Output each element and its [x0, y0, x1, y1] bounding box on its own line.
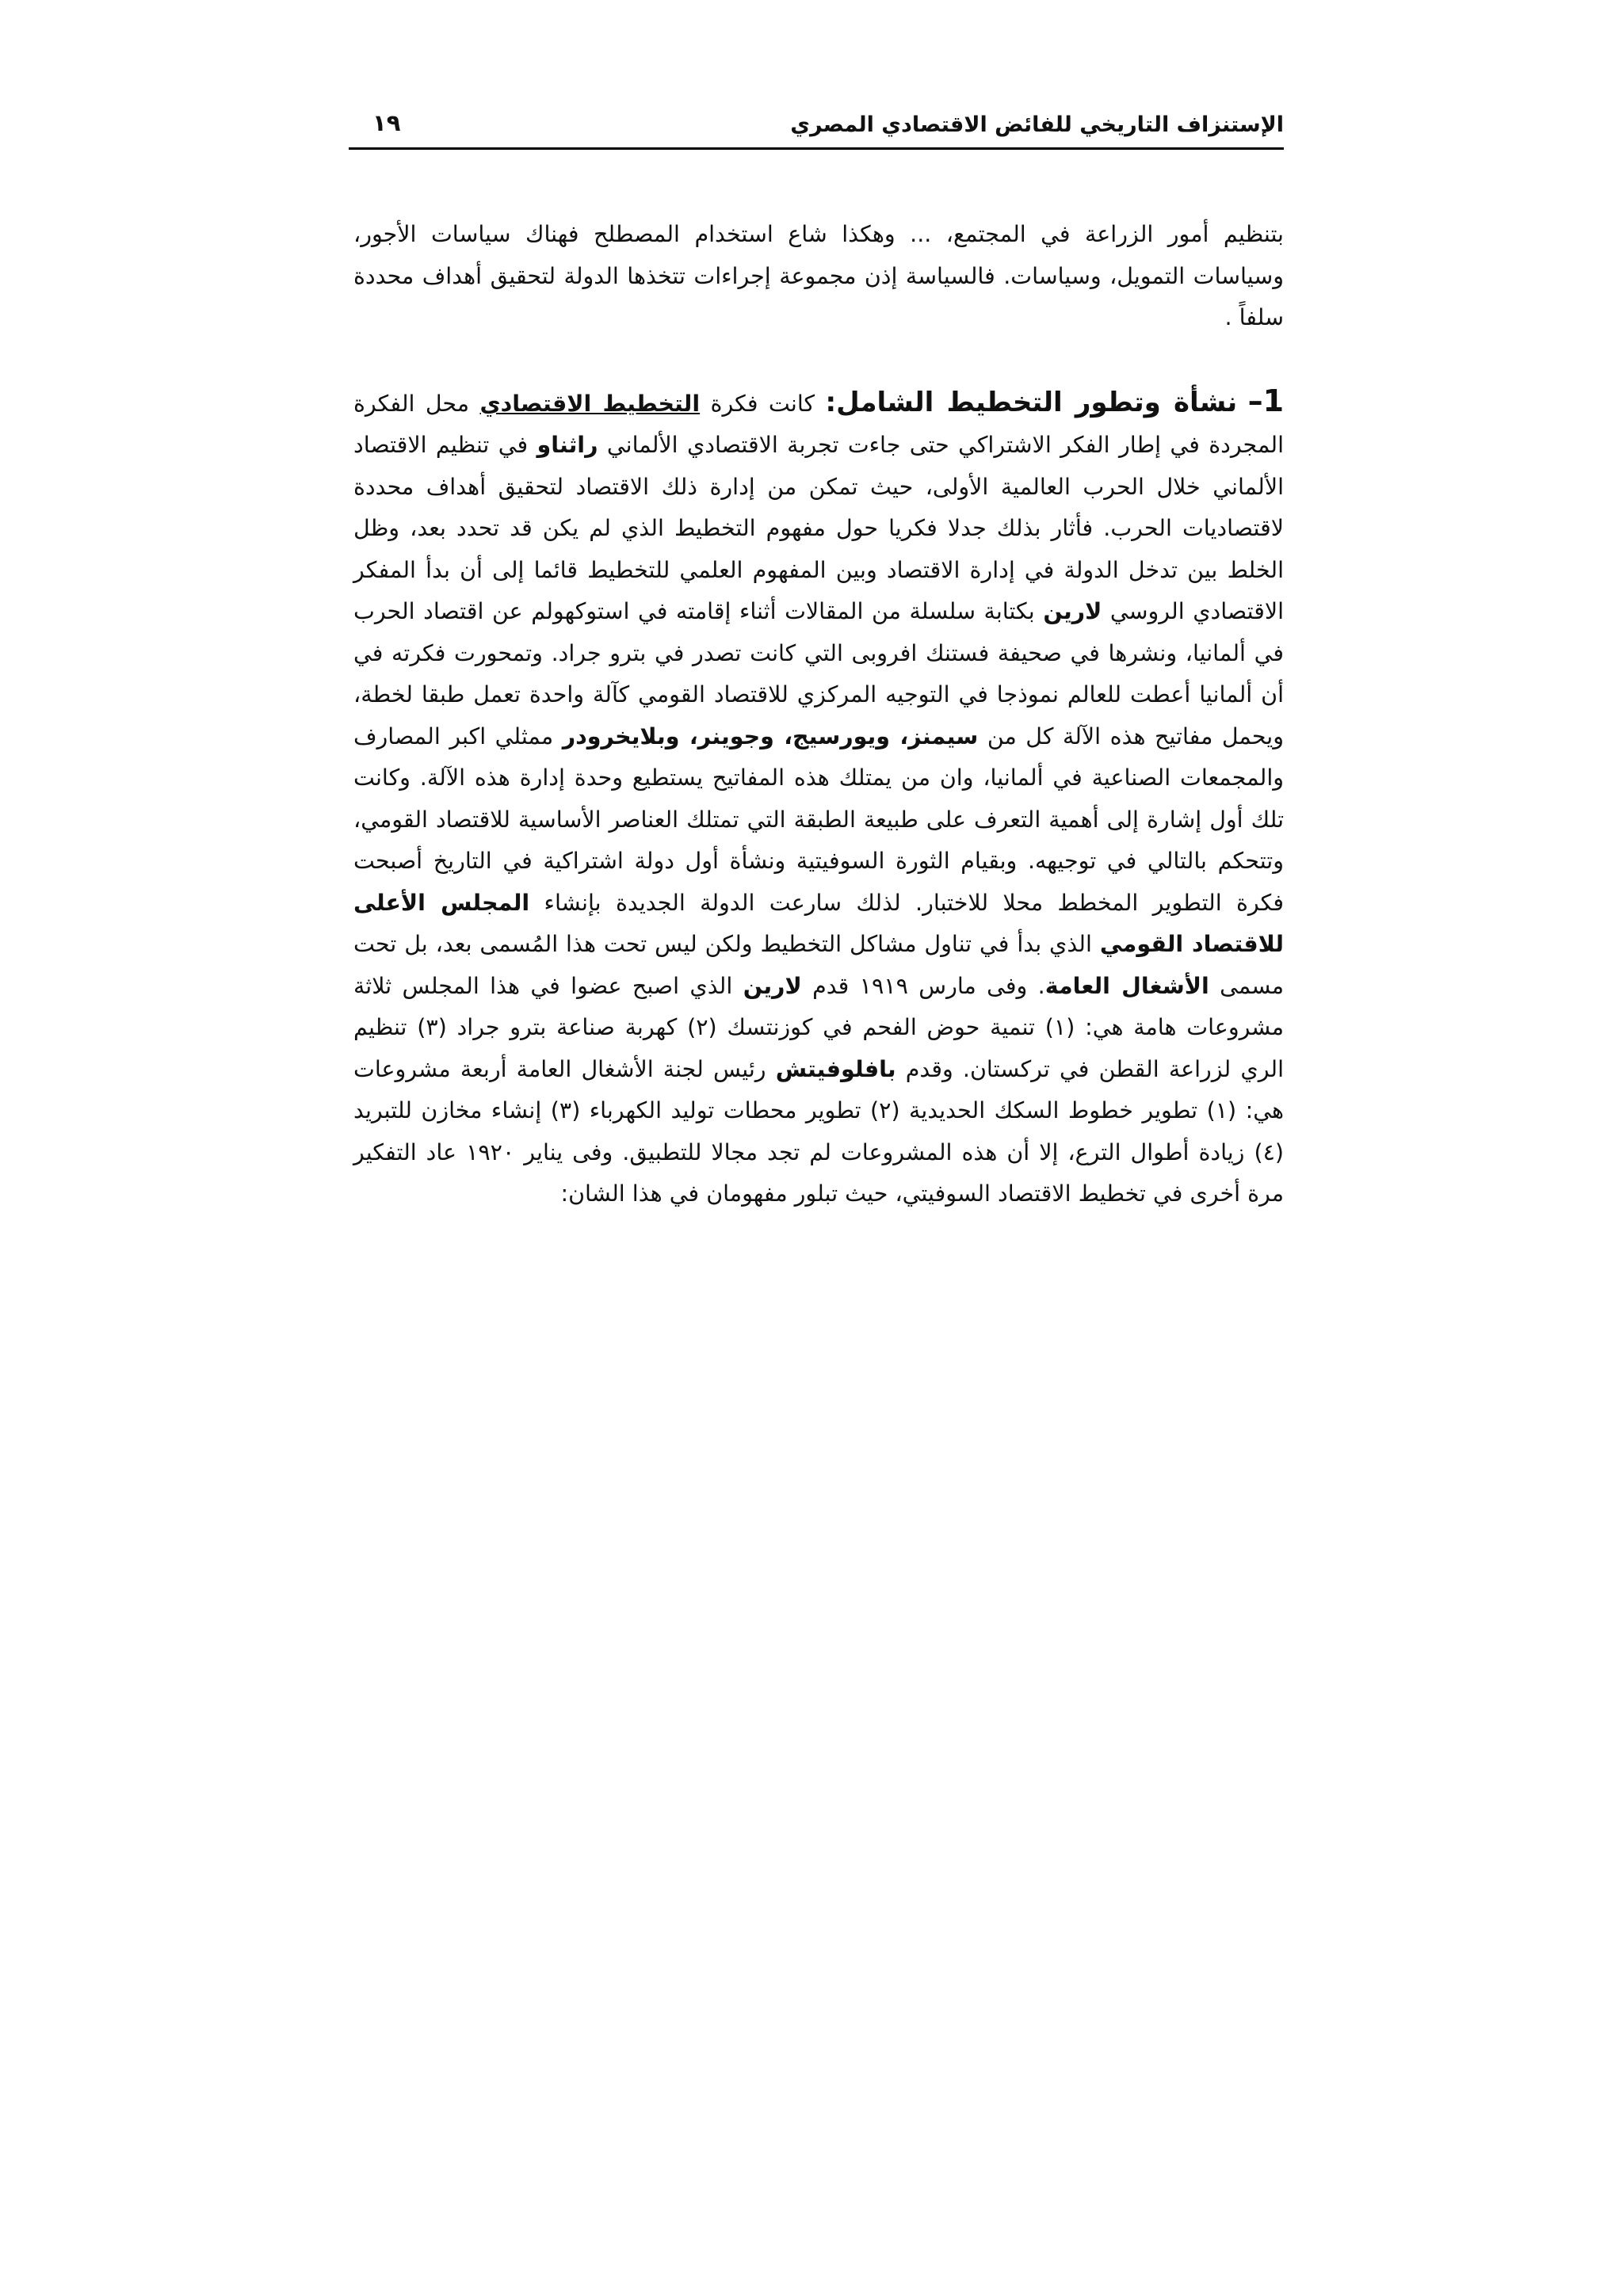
page-body [353, 214, 1284, 1215]
section-text: الذي اصبح عضوا في هذا المجلس ثلاثة مشروعات هامة هي: (١) تنمية حوض الفحم في كوزنتسك (٢) كهربة صناعة بترو جراد (٣) تنظيم الري لزراعة القطن في تركستان. وقدم [353, 972, 1285, 1082]
paragraph-section-1 [353, 380, 1284, 1215]
section-text: رئيس لجنة الأشغال العامة أربعة مشروعات هي: (١) تطوير خطوط السكك الحديدية (٢) تطوير محطات توليد الكهرباء (٣) إنشاء مخازن للتبريد (٤) زيادة أطوال الترع، إلا أن هذه المشروعات لم تجد مجالا للتطبيق. وفى يناير ١٩٢٠ عاد التفكير مرة أخرى في تخطيط الاقتصاد السوفيتي، حيث تبلور مفهومان في هذا الشان: [353, 1055, 1284, 1207]
section-text: بكتابة سلسلة من المقالات أثناء إقامته في استوكهولم عن اقتصاد الحرب في ألمانيا، ونشرها في صحيفة فستنك افروبى التي كانت تصدر في بترو جراد. وتمحورت فكرته في أن ألمانيا أعطت للعالم نموذجا في التوجيه المركزي للاقتصاد القومي كآلة واحدة تعمل طبقا لخطة، ويحمل مفاتيح هذه الآلة كل من [353, 598, 1285, 749]
paragraph-intro: بتنظيم أمور الزراعة في المجتمع، ... وهكذا شاع استخدام المصطلح فهناك سياسات الأجور، وسياسات التمويل، وسياسات. فالسياسة إذن مجموعة إجراءات تتخذها الدولة لتحقيق أهداف محددة سلفاً . [353, 221, 1284, 330]
person-names: سيمنز، ويورسيج، وجوينر، وبلايخرودر [562, 723, 979, 749]
header-divider [349, 147, 1284, 150]
person-name: لارين [1043, 598, 1102, 624]
page-number: ١٩ [372, 109, 401, 136]
section-heading: نشأة وتطور التخطيط الشامل: [825, 386, 1238, 418]
page-header [349, 105, 1284, 152]
section-text: في تنظيم الاقتصاد الألماني خلال الحرب العالمية الأولى، حيث تمكن من إدارة ذلك الاقتصاد لتحقيق أهداف محددة لاقتصاديات الحرب. فأثار بذلك جدلا فكريا حول مفهوم التخطيط الذي لم يكن قد تحدد بعد، وظل الخلط بين تدخل الدولة في إدارة الاقتصاد وبين المفهوم العلمي للتخطيط قائما إلى أن بدأ المفكر الاقتصادي الروسي [353, 432, 1284, 624]
key-term: التخطيط الاقتصادي [479, 390, 701, 417]
person-name: لارين [743, 972, 802, 999]
person-name: راثناو [537, 432, 598, 458]
section-text: كانت فكرة [710, 390, 815, 417]
section-text: الذي بدأ في تناول مشاكل التخطيط ولكن ليس تحت هذا المُسمى بعد، بل تحت مسمى [353, 931, 1285, 999]
council-name: المجلس الأعلى للاقتصاد القومي [353, 889, 1284, 957]
section-text: محل الفكرة المجردة في إطار الفكر الاشتراكي حتى جاءت تجربة الاقتصادي الألماني [353, 390, 1285, 458]
section-text: ممثلي اكبر المصارف والمجمعات الصناعية في ألمانيا، وان من يمتلك هذه المفاتيح يستطيع وحدة إدارة هذه الآلة. وكانت تلك أول إشارة إلى أهمية التعرف على طبيعة الطبقة التي تمتلك العناصر الأساسية للاقتصاد القومي، وتتحكم بالتالي في توجيهه. وبقيام الثورة السوفيتية ونشأة أول دولة اشتراكية في التاريخ أصبحت فكرة التطوير المخطط محلا للاختبار. لذلك سارعت الدولة الجديدة بإنشاء [353, 723, 1285, 916]
person-name: بافلوفيتش [775, 1055, 896, 1082]
section-number: 1– [1247, 383, 1285, 418]
running-title: الإستنزاف التاريخي للفائض الاقتصادي المصري [790, 113, 1284, 137]
section-text: . وفى مارس ١٩١٩ قدم [812, 972, 1045, 999]
key-term: الأشغال العامة [1044, 972, 1209, 999]
